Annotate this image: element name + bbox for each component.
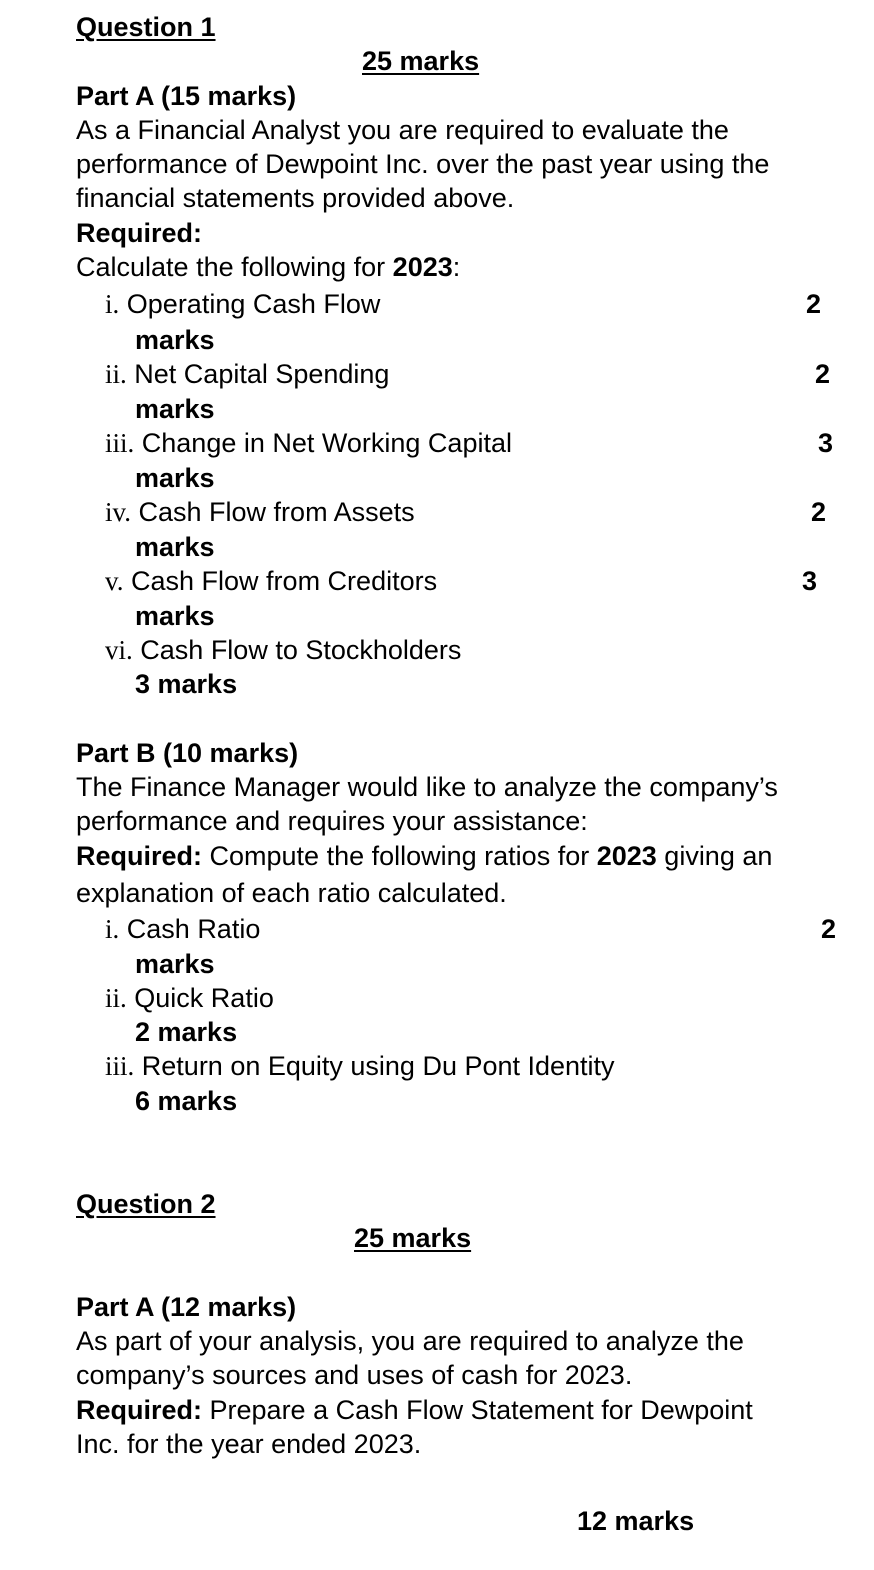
q1-a-item-5 xyxy=(105,568,437,595)
q1-a-item-4-score: 2 xyxy=(811,497,827,527)
q2-part-a-intro-line-2: company’s sources and uses of cash for 2023. xyxy=(76,1360,633,1390)
q1-a-item-3-score: 3 xyxy=(818,428,834,458)
item-number: vi. xyxy=(105,635,133,665)
item-label: Return on Equity using Du Pont Identity xyxy=(141,1051,615,1081)
q1-part-a-heading: Part A (15 marks) xyxy=(76,81,297,111)
q1-a-item-5-score: 3 xyxy=(802,566,818,596)
q1-part-a-intro-line-1: As a Financial Analyst you are required to evaluate the xyxy=(76,115,729,145)
q2-part-a-heading: Part A (12 marks) xyxy=(76,1292,297,1322)
item-label: Cash Flow to Stockholders xyxy=(140,635,462,665)
calc-prefix: Calculate the following for xyxy=(76,252,393,282)
item-label: Operating Cash Flow xyxy=(126,289,381,319)
q1-part-a-intro-line-3: financial statements provided above. xyxy=(76,183,515,213)
q1-part-a-required-label: Required: xyxy=(76,218,203,248)
calc-year: 2023 xyxy=(392,252,453,282)
q2-part-a-required-line-2: Inc. for the year ended 2023. xyxy=(76,1429,422,1459)
q1-a-item-6-unit: 3 marks xyxy=(135,669,238,699)
required-label: Required: xyxy=(76,841,203,871)
required-prefix: Compute the following ratios for xyxy=(202,841,597,871)
q1-b-item-1-unit: marks xyxy=(135,949,215,979)
q1-a-item-5-unit: marks xyxy=(135,601,215,631)
required-label: Required: xyxy=(76,1395,203,1425)
item-label: Quick Ratio xyxy=(134,983,274,1013)
q1-a-item-4-unit: marks xyxy=(135,532,215,562)
q2-part-a-marks: 12 marks xyxy=(577,1506,695,1536)
item-label: Change in Net Working Capital xyxy=(141,428,512,458)
q1-a-item-3 xyxy=(105,430,512,457)
question-1-marks: 25 marks xyxy=(362,46,480,76)
q1-part-b-intro-line-1: The Finance Manager would like to analyze the company’s xyxy=(76,772,778,802)
item-number: iii. xyxy=(105,1051,135,1081)
q1-a-item-2-score: 2 xyxy=(815,359,831,389)
item-label: Cash Flow from Assets xyxy=(138,497,415,527)
q1-b-item-3 xyxy=(105,1053,615,1080)
item-number: iii. xyxy=(105,428,135,458)
item-number: v. xyxy=(105,566,124,596)
q1-a-item-3-unit: marks xyxy=(135,463,215,493)
q1-part-b-required-line-2: explanation of each ratio calculated. xyxy=(76,878,507,908)
calc-suffix: : xyxy=(452,252,461,282)
q1-b-item-1-score: 2 xyxy=(821,914,837,944)
item-label: Cash Ratio xyxy=(126,914,261,944)
q2-part-a-intro-line-1: As part of your analysis, you are required to analyze the xyxy=(76,1326,744,1356)
q1-part-a-calc-line xyxy=(76,254,460,281)
q1-a-item-2 xyxy=(105,361,389,388)
q1-b-item-2 xyxy=(105,985,274,1012)
item-number: i. xyxy=(105,289,120,319)
q1-a-item-1-unit: marks xyxy=(135,325,215,355)
q1-part-b-heading: Part B (10 marks) xyxy=(76,738,299,768)
question-2-title: Question 2 xyxy=(76,1189,216,1219)
q1-b-item-2-unit: 2 marks xyxy=(135,1017,238,1047)
item-label: Net Capital Spending xyxy=(134,359,390,389)
q1-a-item-6 xyxy=(105,637,461,664)
q1-part-a-intro-line-2: performance of Dewpoint Inc. over the past year using the xyxy=(76,149,770,179)
required-text: Prepare a Cash Flow Statement for Dewpoint xyxy=(202,1395,753,1425)
item-label: Cash Flow from Creditors xyxy=(131,566,438,596)
q1-a-item-2-unit: marks xyxy=(135,394,215,424)
question-2-marks: 25 marks xyxy=(354,1223,472,1253)
question-1-title: Question 1 xyxy=(76,12,216,42)
required-suffix: giving an xyxy=(656,841,773,871)
required-year: 2023 xyxy=(596,841,657,871)
item-number: ii. xyxy=(105,983,127,1013)
q1-b-item-1 xyxy=(105,916,260,943)
item-number: i. xyxy=(105,914,120,944)
q1-a-item-1 xyxy=(105,291,380,318)
q2-part-a-required-line xyxy=(76,1397,753,1424)
item-number: ii. xyxy=(105,359,127,389)
q1-part-b-intro-line-2: performance and requires your assistance: xyxy=(76,806,588,836)
q1-b-item-3-unit: 6 marks xyxy=(135,1086,238,1116)
item-number: iv. xyxy=(105,497,131,527)
q1-part-b-required-line xyxy=(76,843,772,870)
q1-a-item-1-score: 2 xyxy=(806,289,822,319)
q1-a-item-4 xyxy=(105,499,415,526)
